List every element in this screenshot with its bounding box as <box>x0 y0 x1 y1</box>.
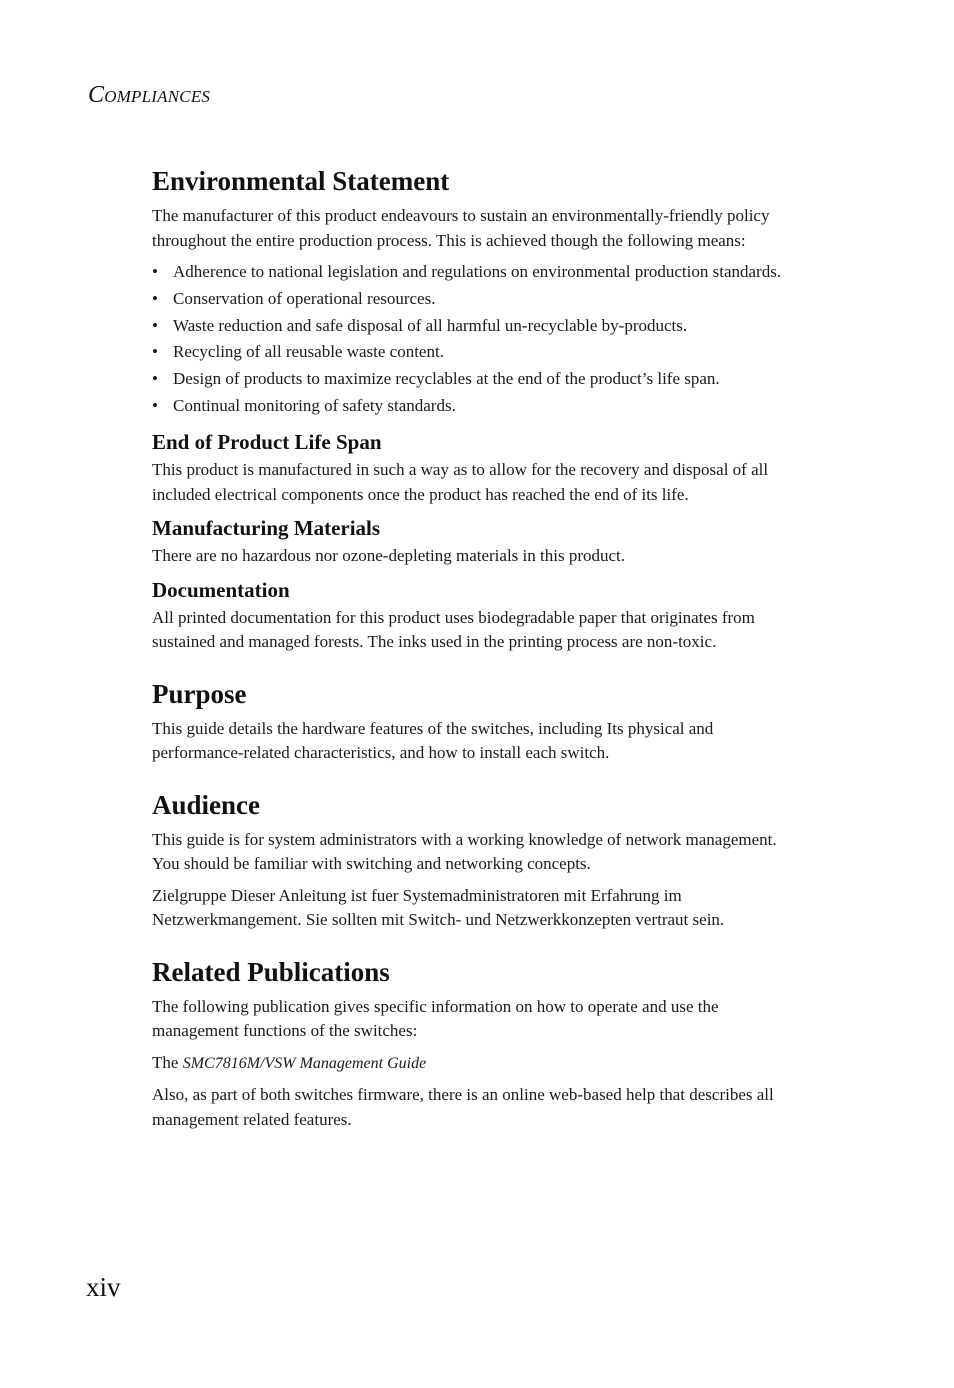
page-number: xiv <box>86 1272 121 1302</box>
purpose-section <box>152 677 852 766</box>
environmental-statement-section <box>152 164 852 418</box>
running-head <box>88 82 210 109</box>
list-item-text: Continual monitoring of safety standards. <box>173 395 456 415</box>
audience-text-english: This guide is for system administrators with a working knowledge of network management. You should be familiar with switching and networking concepts. <box>152 829 777 874</box>
related-publications-closing: Also, as part of both switches firmware, there is an online web-based help that describes all management related features. <box>152 1085 774 1129</box>
end-of-life-text: This product is manufactured in such a way as to allow for the recovery and disposal of all included electrical components once the product has reached the end of its life. <box>152 460 769 504</box>
bullet-icon: • <box>152 369 158 389</box>
environmental-intro: The manufacturer of this product endeavours to sustain an environmentally-friendly policy throughout the entire production process. This is achieved though the following means: <box>152 206 770 250</box>
list-item-text: Conservation of operational resources. <box>173 288 436 308</box>
publication-prefix: The <box>152 1052 183 1072</box>
related-publications-heading: Related Publications <box>152 956 390 987</box>
documentation-section <box>152 576 852 655</box>
purpose-text: This guide details the hardware features of the switches, including Its physical and performance-related characteristics, and how to install each switch. <box>152 718 714 763</box>
audience-heading: Audience <box>152 789 260 820</box>
end-of-life-heading: End of Product Life Span <box>152 430 382 455</box>
related-publications-intro: The following publication gives specific information on how to operate and use the management functions of the switches: <box>152 996 719 1041</box>
purpose-heading: Purpose <box>152 678 247 709</box>
manufacturing-materials-text: There are no hazardous nor ozone-depleting materials in this product. <box>152 546 625 566</box>
list-item-text: Waste reduction and safe disposal of all harmful un-recyclable by-products. <box>173 315 688 335</box>
list-item <box>152 260 852 285</box>
audience-section <box>152 788 852 933</box>
list-item <box>152 367 852 392</box>
environmental-bullet-list <box>152 260 852 418</box>
related-publications-section <box>152 955 852 1133</box>
environmental-statement-heading: Environmental Statement <box>152 166 450 196</box>
bullet-icon: • <box>152 288 158 308</box>
list-item-text: Recycling of all reusable waste content. <box>173 342 444 362</box>
list-item <box>152 314 852 339</box>
end-of-life-section <box>152 428 852 507</box>
list-item-text: Design of products to maximize recyclables at the end of the product’s life span. <box>173 369 720 389</box>
bullet-icon: • <box>152 315 158 335</box>
documentation-heading: Documentation <box>152 577 290 602</box>
running-head-rest: OMPLIANCES <box>104 87 211 106</box>
manufacturing-materials-heading: Manufacturing Materials <box>152 516 381 541</box>
list-item-text: Adherence to national legislation and regulations on environmental production standards. <box>173 262 782 281</box>
bullet-icon: • <box>152 262 158 281</box>
page-content <box>152 164 852 1139</box>
documentation-text: All printed documentation for this product uses biodegradable paper that originates from sustained and managed forests. The inks used in the printing process are non-toxic. <box>152 607 755 652</box>
list-item <box>152 287 852 312</box>
audience-text-german: Zielgruppe Dieser Anleitung ist fuer Systemadministratoren mit Erfahrung im Netzwerkmangement. Sie sollten mit Switch- und Netzwerkkonzepten vertraut sein. <box>152 885 725 930</box>
list-item <box>152 394 852 419</box>
publication-title: SMC7816M/VSW Management Guide <box>182 1054 427 1072</box>
bullet-icon: • <box>152 395 158 415</box>
bullet-icon: • <box>152 342 158 362</box>
list-item <box>152 340 852 365</box>
related-publication-reference <box>152 1051 852 1077</box>
manufacturing-materials-section <box>152 514 852 569</box>
running-head-initial: C <box>88 82 105 108</box>
